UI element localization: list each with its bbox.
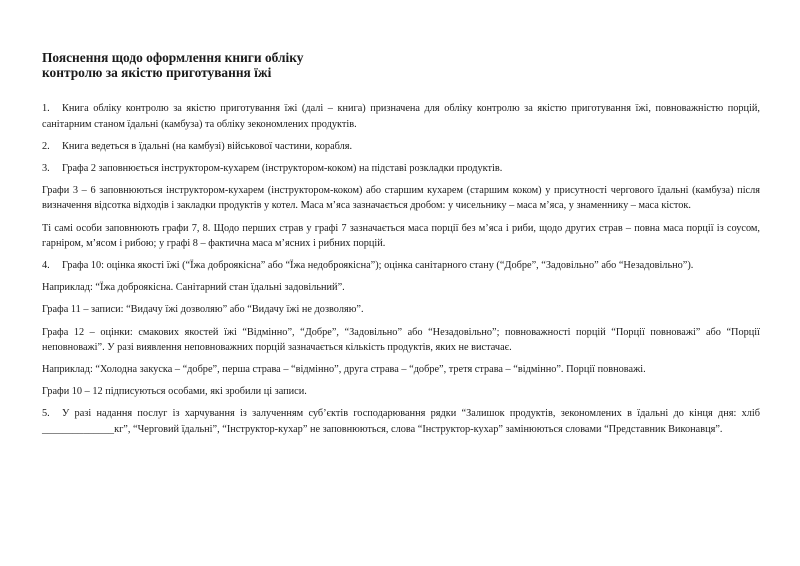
document-body <box>42 101 760 438</box>
paragraph-graph-12 <box>42 325 760 356</box>
paragraph-text: Ті самі особи заповнюють графи 7, 8. Щодо перших страв у графі 7 зазначається маса порції без м’яса і риби, щодо других страв – повна маса порції із соусом, гарніром, м’ясом і рибою; у графі 8 – фактична маса м’ясних і рибних порцій. <box>42 222 760 250</box>
paragraph-graph-11 <box>42 302 760 318</box>
title-line-1: Пояснення щодо оформлення книги обліку <box>42 50 304 65</box>
paragraph-text: Книга обліку контролю за якістю приготування їжі (далі – книга) призначена для обліку контролю за якістю приготування їжі, повноважністю порцій, санітарним станом їдальні (камбуза) та обліку зекономлених продуктів. <box>42 103 760 130</box>
paragraph-number: 1. <box>42 103 50 114</box>
paragraph-3 <box>42 161 760 177</box>
paragraph-number: 3. <box>42 162 50 174</box>
paragraph-1 <box>42 101 760 132</box>
paragraph-text: У разі надання послуг із харчування із залученням суб’єктів господарювання рядки “Залишок продуктів, зекономлених в їдальні до кінця дня: хліб ______________кг”, “Черговий їдальні”, “Інструктор-кухар” не заповнюються, слова “Інструктор-кухар” замінюються словами “Представник Виконавця”. <box>42 408 760 435</box>
paragraph-example-1 <box>42 280 760 296</box>
paragraph-text: Наприклад: “Холодна закуска – “добре”, перша страва – “відмінно”, друга страва – “добре”, третя страва – “відмінно”. Порції повноважі. <box>42 364 646 376</box>
paragraph-example-2 <box>42 362 760 378</box>
paragraph-number: 4. <box>42 260 50 272</box>
paragraph-number: 5. <box>42 408 50 420</box>
paragraph-graphs-7-8 <box>42 221 760 252</box>
paragraph-5 <box>42 406 760 437</box>
document-title <box>42 50 760 80</box>
paragraph-text: Графа 10: оцінка якості їжі (“Їжа доброякісна” або “Їжа недоброякісна”); оцінка санітарного стану (“Добре”, “Задовільно” або “Незадовільно”). <box>62 260 694 272</box>
paragraph-text: Графи 3 – 6 заповнюються інструктором-кухарем (інструктором-коком) або старшим кухарем (старшим коком) у присутності чергового їдальні (камбуза) після визначення відсотка відходів і закладки продуктів у котел. Маса м’яса зазначається дробом: у чисельнику – маса м’яса, у знаменнику – маса кісток. <box>42 184 760 212</box>
paragraph-text: Графа 2 заповнюється інструктором-кухарем (інструктором-коком) на підставі розкладки продуктів. <box>62 162 503 174</box>
paragraph-number: 2. <box>42 140 50 152</box>
paragraph-signatures <box>42 384 760 400</box>
paragraph-graphs-3-6 <box>42 183 760 214</box>
paragraph-2 <box>42 139 760 155</box>
paragraph-text: Графи 10 – 12 підписуються особами, які зробили ці записи. <box>42 386 307 398</box>
paragraph-text: Книга ведеться в їдальні (на камбузі) військової частини, корабля. <box>62 140 353 152</box>
paragraph-text: Графа 12 – оцінки: смакових якостей їжі “Відмінно”, “Добре”, “Задовільно” або “Незадовільно”; повноважності порцій “Порції повноважі” або “Порції неповноважі”. У разі виявлення неповноважних порцій зазначається кількість продуктів, яких не вистачає. <box>42 326 760 354</box>
title-line-2: контролю за якістю приготування їжі <box>42 65 272 80</box>
paragraph-4 <box>42 258 760 274</box>
paragraph-text: Наприклад: “Їжа доброякісна. Санітарний стан їдальні задовільний”. <box>42 282 345 294</box>
paragraph-text: Графа 11 – записи: “Видачу їжі дозволяю” або “Видачу їжі не дозволяю”. <box>42 304 364 316</box>
